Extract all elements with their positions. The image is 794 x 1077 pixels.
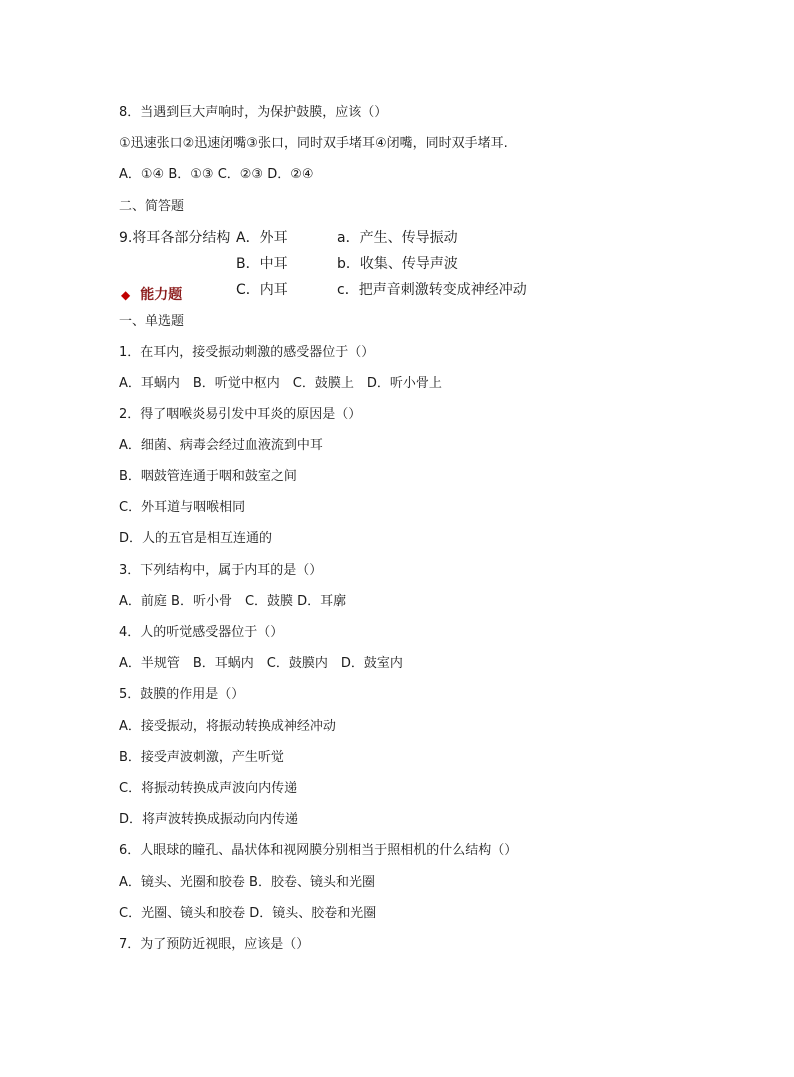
diamond-icon: ◆ [121, 288, 131, 302]
q5-stem: 5．鼓膜的作用是（） [119, 687, 245, 702]
q5-choice-c: C．将振动转换成声波向内传递 [119, 781, 298, 796]
q2-choice-d: D．人的五官是相互连通的 [119, 531, 273, 546]
q9-left-b: B．中耳 [236, 256, 288, 272]
q8-choices: A．①④ B．①③ C．②③ D．②④ [119, 167, 314, 182]
q6-choices-1: A．镜头、光圈和胶卷 B．胶卷、镜头和光圈 [119, 875, 375, 890]
q4-stem: 4．人的听觉感受器位于（） [119, 625, 284, 640]
section1-title: 一、单选题 [119, 314, 185, 329]
q6-stem: 6．人眼球的瞳孔、晶状体和视网膜分别相当于照相机的什么结构（） [119, 843, 518, 858]
q2-choice-c: C．外耳道与咽喉相同 [119, 500, 246, 515]
q9-stem: 9.将耳各部分结构 [119, 230, 231, 246]
q2-stem: 2．得了咽喉炎易引发中耳炎的原因是（） [119, 407, 362, 422]
q9-left-a: A．外耳 [236, 230, 288, 246]
q8-options-text: ①迅速张口②迅速闭嘴③张口，同时双手堵耳④闭嘴，同时双手堵耳. [119, 136, 508, 151]
q5-choice-d: D．将声波转换成振动向内传递 [119, 812, 299, 827]
ability-title: 能力题 [140, 287, 183, 303]
q3-stem: 3．下列结构中，属于内耳的是（） [119, 563, 323, 578]
q9-right-c: c．把声音刺激转变成神经冲动 [337, 282, 527, 298]
q1-choices: A．耳蜗内 B．听觉中枢内 C．鼓膜上 D．听小骨上 [119, 376, 442, 391]
q9-right-b: b．收集、传导声波 [337, 256, 458, 272]
q5-choice-b: B．接受声波刺激，产生听觉 [119, 750, 284, 765]
q2-choice-b: B．咽鼓管连通于咽和鼓室之间 [119, 469, 297, 484]
section2-title: 二、简答题 [119, 199, 185, 214]
q3-choices: A．前庭 B．听小骨 C．鼓膜 D．耳廓 [119, 594, 347, 609]
q7-stem: 7．为了预防近视眼，应该是（） [119, 937, 310, 952]
q5-choice-a: A．接受振动，将振动转换成神经冲动 [119, 719, 336, 734]
q4-choices: A．半规管 B．耳蜗内 C．鼓膜内 D．鼓室内 [119, 656, 403, 671]
q2-choice-a: A．细菌、病毒会经过血液流到中耳 [119, 438, 323, 453]
q8-stem: 8．当遇到巨大声响时，为保护鼓膜，应该（） [119, 105, 388, 120]
q6-choices-2: C．光圈、镜头和胶卷 D．镜头、胶卷和光圈 [119, 906, 377, 921]
q9-left-c: C．内耳 [236, 282, 288, 298]
q1-stem: 1．在耳内，接受振动刺激的感受器位于（） [119, 345, 375, 360]
ability-heading [121, 286, 182, 304]
q9-right-a: a．产生、传导振动 [337, 230, 458, 246]
